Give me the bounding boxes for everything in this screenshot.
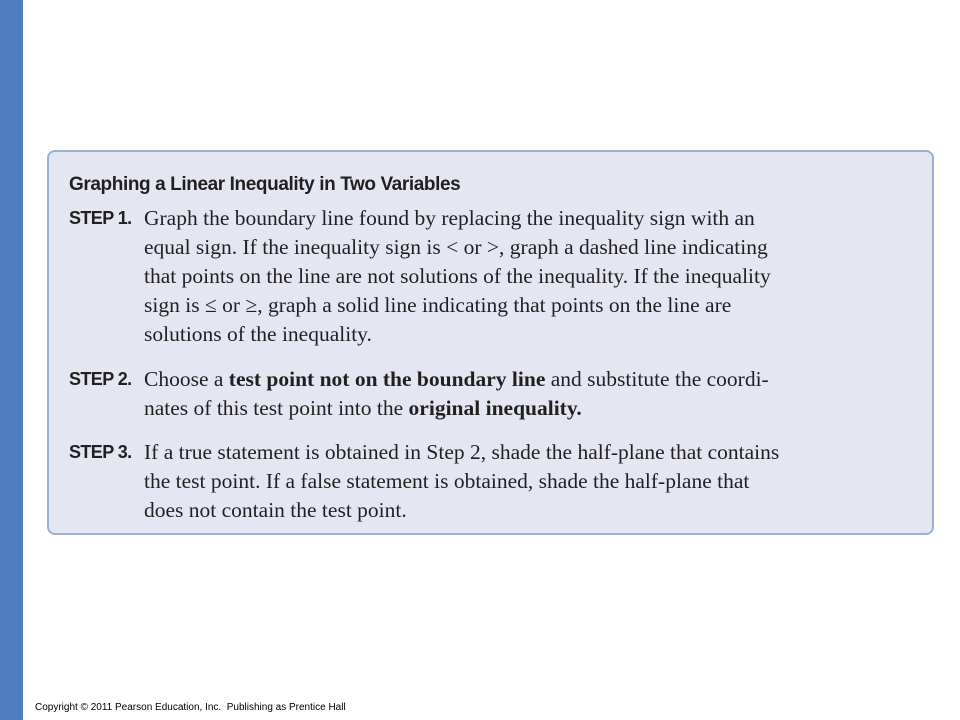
step-1-line-2: equal sign. If the inequality sign is < or >, graph a dashed line indicating	[144, 235, 768, 259]
step-1-label: STEP 1.	[69, 208, 132, 228]
step-2-label: STEP 2.	[69, 369, 132, 389]
left-accent-bar	[0, 0, 23, 720]
step-1-line-1: Graph the boundary line found by replacing the inequality sign with an	[144, 206, 755, 230]
step-1-line-5: solutions of the inequality.	[144, 322, 372, 346]
step-3-line-1: If a true statement is obtained in Step 2, shade the half-plane that contains	[144, 440, 780, 464]
copyright-notice: Copyright © 2011 Pearson Education, Inc. Publishing as Prentice Hall	[35, 702, 346, 713]
step-2-line-1: Choose a test point not on the boundary line and substitute the coordi-	[144, 367, 769, 391]
emphasis-original-inequality: original inequality.	[408, 396, 582, 420]
step-3-label: STEP 3.	[69, 442, 132, 462]
step-1-line-3: that points on the line are not solutions of the inequality. If the inequality	[144, 264, 771, 288]
step-3-line-3: does not contain the test point.	[144, 498, 407, 522]
box-title: Graphing a Linear Inequality in Two Variables	[69, 174, 461, 195]
procedure-box	[47, 150, 934, 535]
step-3-text	[144, 438, 914, 525]
step-2-text	[144, 365, 914, 423]
step-3-line-2: the test point. If a false statement is obtained, shade the half-plane that	[144, 469, 750, 493]
step-1-line-4: sign is ≤ or ≥, graph a solid line indicating that points on the line are	[144, 293, 732, 317]
step-2-line-2: nates of this test point into the original inequality.	[144, 396, 582, 420]
step-1-text	[144, 204, 914, 349]
emphasis-test-point: test point not on the boundary line	[228, 367, 546, 391]
